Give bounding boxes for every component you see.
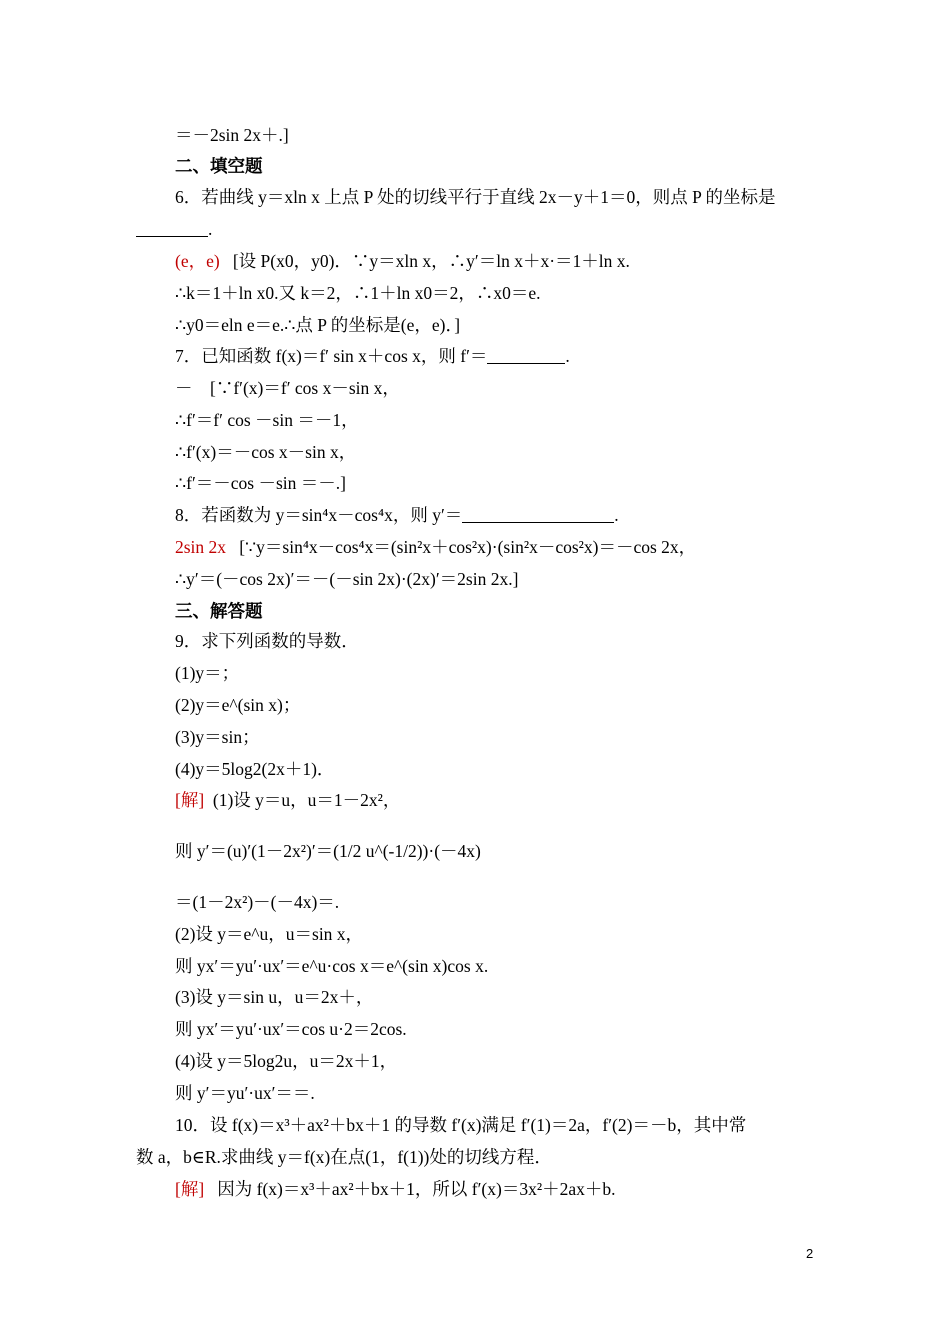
- solution-line: 则 yx′＝yu′·ux′＝e^u·cos x＝e^(sin x)cos x.: [175, 956, 489, 976]
- question-9: 9．求下列函数的导数．: [175, 631, 359, 651]
- solution-line: (3)设 y＝sin u，u＝2x＋，: [175, 987, 374, 1007]
- solution-line: 则 yx′＝yu′·ux′＝cos u·2＝2cos.: [175, 1019, 407, 1039]
- question-10: 数 a，b∈R.求曲线 y＝f(x)在点(1，f(1))处的切线方程．: [136, 1147, 552, 1167]
- solution-line: ∴y0＝eln e＝e.∴点 P 的坐标是(e，e)．]: [175, 315, 461, 335]
- solution-line: ＝(1－2x²)－(－4x)＝.: [175, 892, 340, 912]
- question-8: 8．若函数为 y＝sin⁴x－cos⁴x，则 y′＝ .: [175, 505, 619, 525]
- solution-line: ∴f′＝－cos －sin ＝－.]: [175, 473, 346, 493]
- solution-line: ∴k＝1＋ln x0.又 k＝2，∴1＋ln x0＝2，∴x0＝e.: [175, 283, 541, 303]
- question-10: 10．设 f(x)＝x³＋ax²＋bx＋1 的导数 f′(x)满足 f′(1)＝2a，f′(2)＝－b，其中常: [175, 1115, 747, 1135]
- answer-blank: .: [136, 218, 212, 240]
- solution-line: (2)设 y＝e^u，u＝sin x，: [175, 924, 364, 944]
- question-6: 6．若曲线 y＝xln x 上点 P 处的切线平行于直线 2x－y＋1＝0，则点 P 的坐标是: [175, 187, 776, 207]
- question-9-part: (4)y＝5log2(2x＋1)．: [175, 759, 335, 779]
- answer-6: (e，e) [设 P(x0，y0)．∵y＝xln x，∴y′＝ln x＋x·＝1＋ln x.: [175, 251, 630, 271]
- question-9-part: (2)y＝e^(sin x)；: [175, 695, 301, 715]
- solution-line: 则 y′＝yu′·ux′＝＝.: [175, 1083, 315, 1103]
- section-heading: 三、解答题: [175, 601, 263, 621]
- solution-line: ∴f′(x)＝－cos x－sin x，: [175, 442, 357, 462]
- solution-line: ∴y′＝(－cos 2x)′＝－(－sin 2x)·(2x)′＝2sin 2x.]: [175, 569, 519, 589]
- solution-9: [解] (1)设 y＝u，u＝1－2x²，: [175, 790, 401, 810]
- solution-line: ∴f′＝f′ cos －sin ＝－1，: [175, 410, 359, 430]
- solution-10: [解] 因为 f(x)＝x³＋ax²＋bx＋1，所以 f′(x)＝3x²＋2ax＋b.: [175, 1179, 616, 1199]
- text-line: ＝－2sin 2x＋.]: [175, 125, 289, 145]
- answer-7: － [∵f′(x)＝f′ cos x－sin x，: [175, 378, 400, 398]
- question-9-part: (3)y＝sin；: [175, 727, 260, 747]
- page-number: 2: [806, 1246, 814, 1261]
- solution-line: (4)设 y＝5log2u，u＝2x＋1，: [175, 1051, 398, 1071]
- answer-8: 2sin 2x [∵y＝sin⁴x－cos⁴x＝(sin²x＋cos²x)·(sin²x－cos²x)＝－cos 2x，: [175, 537, 697, 557]
- section-heading: 二、填空题: [175, 156, 263, 176]
- question-9-part: (1)y＝；: [175, 663, 240, 683]
- question-7: 7．已知函数 f(x)＝f′ sin x＋cos x，则 f′＝ .: [175, 346, 570, 366]
- solution-line: 则 y′＝(u)′(1－2x²)′＝(1/2 u^(-1/2))·(－4x): [175, 841, 481, 861]
